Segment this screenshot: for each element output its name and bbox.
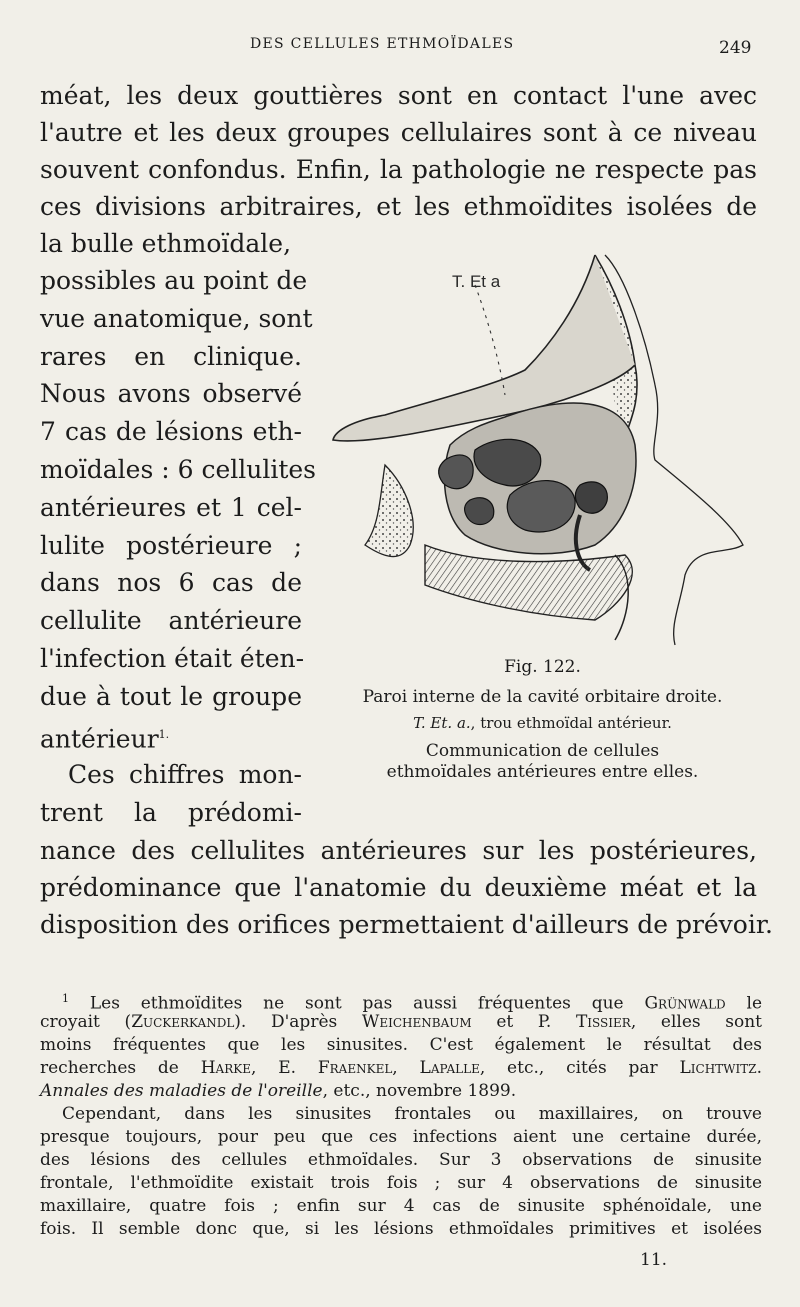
text-fragment: croyait ( [40, 1012, 132, 1032]
running-title: DES CELLULES ETHMOÏDALES [250, 36, 515, 52]
text-line: lulite postérieure ; [40, 531, 302, 560]
text-fragment: et P. [496, 1012, 552, 1032]
text-line: nance des cellulites antérieures sur les postérieures, [40, 836, 757, 865]
author-name: Tissier [575, 1012, 631, 1032]
author-name: Lapalle [419, 1058, 480, 1078]
small-text-line: des lésions des cellules ethmoïdales. Sur 3 observations de sinusite [40, 1150, 762, 1170]
text-line: disposition des orifices permettaient d'ailleurs de prévoir. [40, 910, 774, 939]
small-text-line: frontale, l'ethmoïdite existait trois fois ; sur 4 observations de sinusite [40, 1173, 762, 1193]
text-line [40, 716, 302, 753]
text-line: l'infection était éten- [40, 644, 305, 673]
text-fragment: , [392, 1058, 398, 1078]
text-fragment: Les ethmoïdites ne sont pas aussi fréquentes que [89, 993, 624, 1014]
text-fragment: , elles sont [630, 1012, 763, 1032]
author-name: Weichenbaum [361, 1012, 472, 1032]
text-line: l'autre et les deux groupes cellulaires sont à ce niveau [40, 118, 757, 147]
small-text-line: fois. Il semble donc que, si les lésions ethmoïdales primitives et isolées [40, 1219, 762, 1239]
text-fragment: ). D'après [234, 1012, 338, 1032]
signature-mark: 11. [640, 1250, 668, 1270]
text-line: prédominance que l'anatomie du deuxième méat et la [40, 873, 757, 902]
text-line: due à tout le groupe [40, 682, 302, 711]
footnote-line [40, 1011, 762, 1033]
text-line: dans nos 6 cas de [40, 568, 302, 597]
text-line: vue anatomique, sont [40, 304, 313, 333]
footnote-ref: 1. [158, 728, 170, 741]
journal-title: Annales des maladies de l'oreille [40, 1081, 323, 1101]
text-line: possibles au point de [40, 266, 308, 295]
footnote-line: moins fréquentes que les sinusites. C'est également le résultat des [40, 1035, 762, 1055]
text-line: cellulite antérieure [40, 606, 302, 635]
text-line: la bulle ethmoïdale, [40, 229, 292, 258]
text-line: ces divisions arbitraires, et les ethmoïdites isolées de [40, 192, 757, 221]
text-fragment: recherches de [40, 1058, 179, 1078]
footnote-marker: 1 [62, 992, 69, 1005]
text-line: rares en clinique. [40, 342, 302, 371]
text-line: moïdales : 6 cellulites [40, 455, 317, 484]
text-line: trent la prédomi- [40, 798, 302, 827]
author-name: Grünwald [644, 993, 726, 1014]
author-name: Lichtwitz [679, 1058, 757, 1078]
text-fragment: , etc., novembre 1899. [322, 1081, 517, 1101]
figure-desc-line: Communication de cellules [425, 741, 660, 761]
anatomical-illustration [325, 245, 765, 655]
text-line: antérieures et 1 cel- [40, 493, 302, 522]
figure-desc-line: ethmoïdales antérieures entre elles. [386, 762, 699, 782]
small-text-line: presque toujours, pour peu que ces infections aient une certaine durée, [40, 1127, 762, 1147]
figure-label-t-et-a: T. Et a [452, 272, 501, 291]
figure-title: Paroi interne de la cavité orbitaire droite. [362, 687, 723, 707]
small-text-line: maxillaire, quatre fois ; enfin sur 4 cas de sinusite sphénoïdale, une [40, 1196, 762, 1216]
abbreviation-desc: , trou ethmoïdal antérieur. [470, 714, 672, 732]
text-line: méat, les deux gouttières sont en contact l'une avec [40, 81, 757, 110]
running-header [0, 36, 800, 56]
author-name: Fraenkel [317, 1058, 393, 1078]
page-number: 249 [719, 38, 752, 58]
figure-abbreviation [320, 713, 765, 734]
small-text-line: Cependant, dans les sinusites frontales ou maxillaires, on trouve [62, 1104, 762, 1124]
footnote-line [40, 988, 763, 1014]
author-name: Zuckerkandl [131, 1012, 235, 1032]
abbreviation-term: T. Et. a. [413, 714, 471, 732]
text-fragment: , etc., cités par [479, 1058, 658, 1078]
author-name: Harke [200, 1058, 251, 1078]
text-line: 7 cas de lésions eth- [40, 417, 302, 446]
text-fragment: le [746, 993, 763, 1014]
figure-number: Fig. 122. [504, 657, 581, 677]
footnote-line [40, 1057, 762, 1079]
text-line: souvent confondus. Enfin, la pathologie ne respecte pas [40, 155, 757, 184]
text-line: Nous avons observé [40, 379, 302, 408]
footnote-line [40, 1080, 762, 1102]
text-line: Ces chiffres mon- [68, 760, 302, 789]
text-fragment: . [756, 1058, 762, 1078]
text-fragment: antérieur [40, 724, 159, 754]
text-fragment: , E. [250, 1058, 297, 1078]
